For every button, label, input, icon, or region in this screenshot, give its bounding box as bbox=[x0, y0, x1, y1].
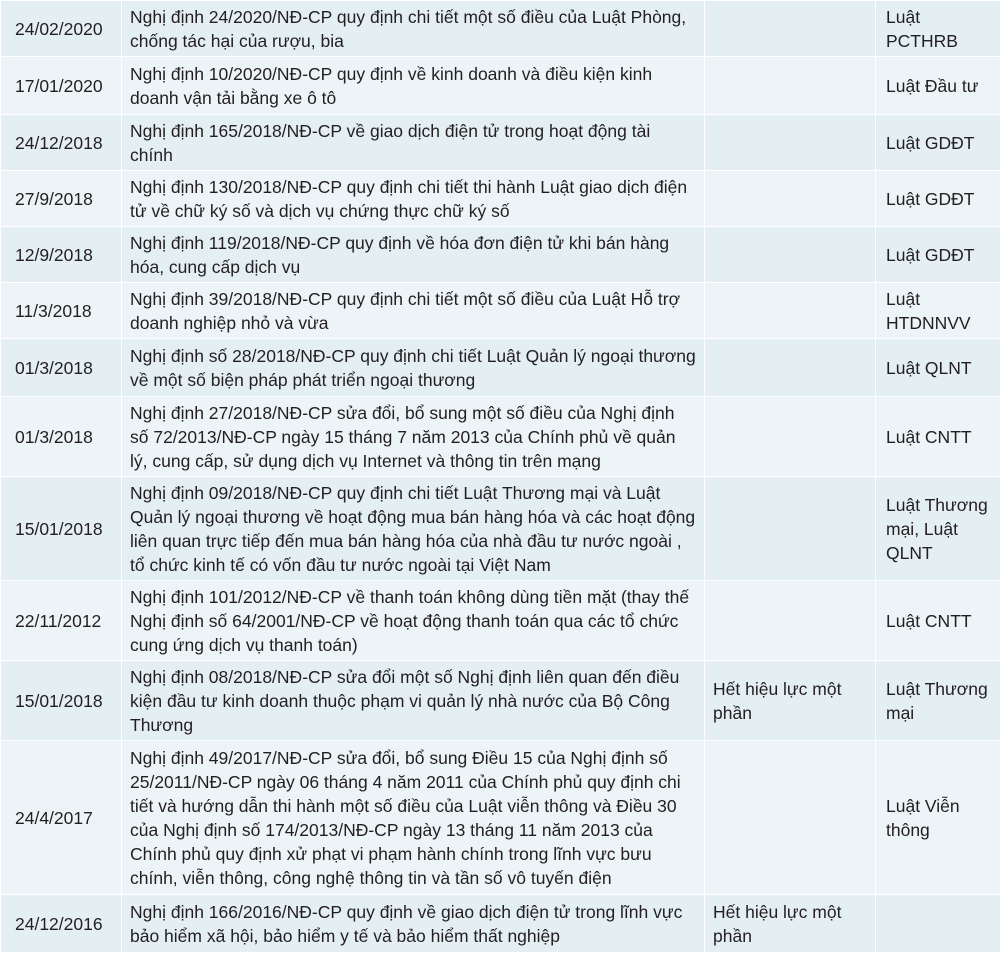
date-cell: 17/01/2020 bbox=[1, 57, 122, 115]
document-cell: Nghị định 49/2017/NĐ-CP sửa đổi, bổ sung Điều 15 của Nghị định số 25/2011/NĐ-CP ngày 06 tháng 4 năm 2011 của Chính phủ quy định chi tiết và hướng dẫn thi hành một số điều của Luật viễn thông và Điều 30 của Nghị định số 174/2013/NĐ-CP ngày 13 tháng 11 năm 2013 của Chính phủ quy định xử phạt vi phạm hành chính trong lĩnh vực bưu chính, viễn thông, công nghệ thông tin và tần số vô tuyến điện bbox=[122, 741, 705, 895]
document-cell: Nghị định số 28/2018/NĐ-CP quy định chi tiết Luật Quản lý ngoại thương về một số biện pháp phát triển ngoại thương bbox=[122, 339, 705, 397]
law-cell: Luật CNTT bbox=[876, 581, 1000, 661]
document-cell: Nghị định 24/2020/NĐ-CP quy định chi tiết một số điều của Luật Phòng, chống tác hại của rượu, bia bbox=[122, 1, 705, 57]
document-cell: Nghị định 08/2018/NĐ-CP sửa đổi một số Nghị định liên quan đến điều kiện đầu tư kinh doanh thuộc phạm vi quản lý nhà nước của Bộ Công Thương bbox=[122, 661, 705, 741]
status-cell bbox=[705, 741, 876, 895]
table-row bbox=[1, 1, 1000, 57]
law-cell: Luật Đầu tư bbox=[876, 57, 1000, 115]
status-cell: Hết hiệu lực một phần bbox=[705, 895, 876, 953]
date-cell: 24/4/2017 bbox=[1, 741, 122, 895]
document-cell: Nghị định 39/2018/NĐ-CP quy định chi tiết một số điều của Luật Hỗ trợ doanh nghiệp nhỏ và vừa bbox=[122, 283, 705, 339]
date-cell: 27/9/2018 bbox=[1, 171, 122, 227]
document-cell: Nghị định 27/2018/NĐ-CP sửa đổi, bổ sung một số điều của Nghị định số 72/2013/NĐ-CP ngày 15 tháng 7 năm 2013 của Chính phủ về quản lý, cung cấp, sử dụng dịch vụ Internet và thông tin trên mạng bbox=[122, 397, 705, 477]
document-cell: Nghị định 119/2018/NĐ-CP quy định về hóa đơn điện tử khi bán hàng hóa, cung cấp dịch vụ bbox=[122, 227, 705, 283]
law-cell: Luật HTDNNVV bbox=[876, 283, 1000, 339]
document-cell: Nghị định 10/2020/NĐ-CP quy định về kinh doanh và điều kiện kinh doanh vận tải bằng xe ô tô bbox=[122, 57, 705, 115]
law-cell: Luật Thương mại bbox=[876, 661, 1000, 741]
law-cell: Luật GDĐT bbox=[876, 227, 1000, 283]
document-cell: Nghị định 09/2018/NĐ-CP quy định chi tiết Luật Thương mại và Luật Quản lý ngoại thương về hoạt động mua bán hàng hóa và các hoạt động liên quan trực tiếp đến mua bán hàng hóa của nhà đầu tư nước ngoài , tổ chức kinh tế có vốn đầu tư nước ngoài tại Việt Nam bbox=[122, 477, 705, 581]
law-cell: Luật CNTT bbox=[876, 397, 1000, 477]
status-cell bbox=[705, 115, 876, 171]
date-cell: 01/3/2018 bbox=[1, 339, 122, 397]
status-cell bbox=[705, 581, 876, 661]
status-cell: Hết hiệu lực một phần bbox=[705, 661, 876, 741]
table-row bbox=[1, 227, 1000, 283]
status-cell bbox=[705, 171, 876, 227]
table-row bbox=[1, 339, 1000, 397]
date-cell: 11/3/2018 bbox=[1, 283, 122, 339]
law-cell: Luật GDĐT bbox=[876, 171, 1000, 227]
date-cell: 15/01/2018 bbox=[1, 661, 122, 741]
date-cell: 24/12/2016 bbox=[1, 895, 122, 953]
document-cell: Nghị định 165/2018/NĐ-CP về giao dịch điện tử trong hoạt động tài chính bbox=[122, 115, 705, 171]
date-cell: 24/12/2018 bbox=[1, 115, 122, 171]
table-row bbox=[1, 283, 1000, 339]
table-row bbox=[1, 741, 1000, 895]
table-row bbox=[1, 57, 1000, 115]
table-row bbox=[1, 171, 1000, 227]
status-cell bbox=[705, 397, 876, 477]
document-cell: Nghị định 166/2016/NĐ-CP quy định về giao dịch điện tử trong lĩnh vực bảo hiểm xã hội, bảo hiểm y tế và bảo hiểm thất nghiệp bbox=[122, 895, 705, 953]
law-cell: Luật GDĐT bbox=[876, 115, 1000, 171]
document-cell: Nghị định 101/2012/NĐ-CP về thanh toán không dùng tiền mặt (thay thế Nghị định số 64/2001/NĐ-CP về hoạt động thanh toán qua các tổ chức cung ứng dịch vụ thanh toán) bbox=[122, 581, 705, 661]
status-cell bbox=[705, 57, 876, 115]
date-cell: 24/02/2020 bbox=[1, 1, 122, 57]
status-cell bbox=[705, 1, 876, 57]
law-cell: Luật QLNT bbox=[876, 339, 1000, 397]
table-row bbox=[1, 115, 1000, 171]
law-cell: Luật PCTHRB bbox=[876, 1, 1000, 57]
status-cell bbox=[705, 339, 876, 397]
table-row bbox=[1, 581, 1000, 661]
law-cell: Luật Thương mại, Luật QLNT bbox=[876, 477, 1000, 581]
document-cell: Nghị định 130/2018/NĐ-CP quy định chi tiết thi hành Luật giao dịch điện tử về chữ ký số và dịch vụ chứng thực chữ ký số bbox=[122, 171, 705, 227]
status-cell bbox=[705, 283, 876, 339]
law-cell bbox=[876, 895, 1000, 953]
decree-table-body bbox=[1, 1, 1000, 953]
date-cell: 01/3/2018 bbox=[1, 397, 122, 477]
status-cell bbox=[705, 227, 876, 283]
law-cell: Luật Viễn thông bbox=[876, 741, 1000, 895]
date-cell: 12/9/2018 bbox=[1, 227, 122, 283]
table-row bbox=[1, 895, 1000, 953]
status-cell bbox=[705, 477, 876, 581]
table-row bbox=[1, 397, 1000, 477]
table-row bbox=[1, 661, 1000, 741]
table-row bbox=[1, 477, 1000, 581]
date-cell: 22/11/2012 bbox=[1, 581, 122, 661]
date-cell: 15/01/2018 bbox=[1, 477, 122, 581]
